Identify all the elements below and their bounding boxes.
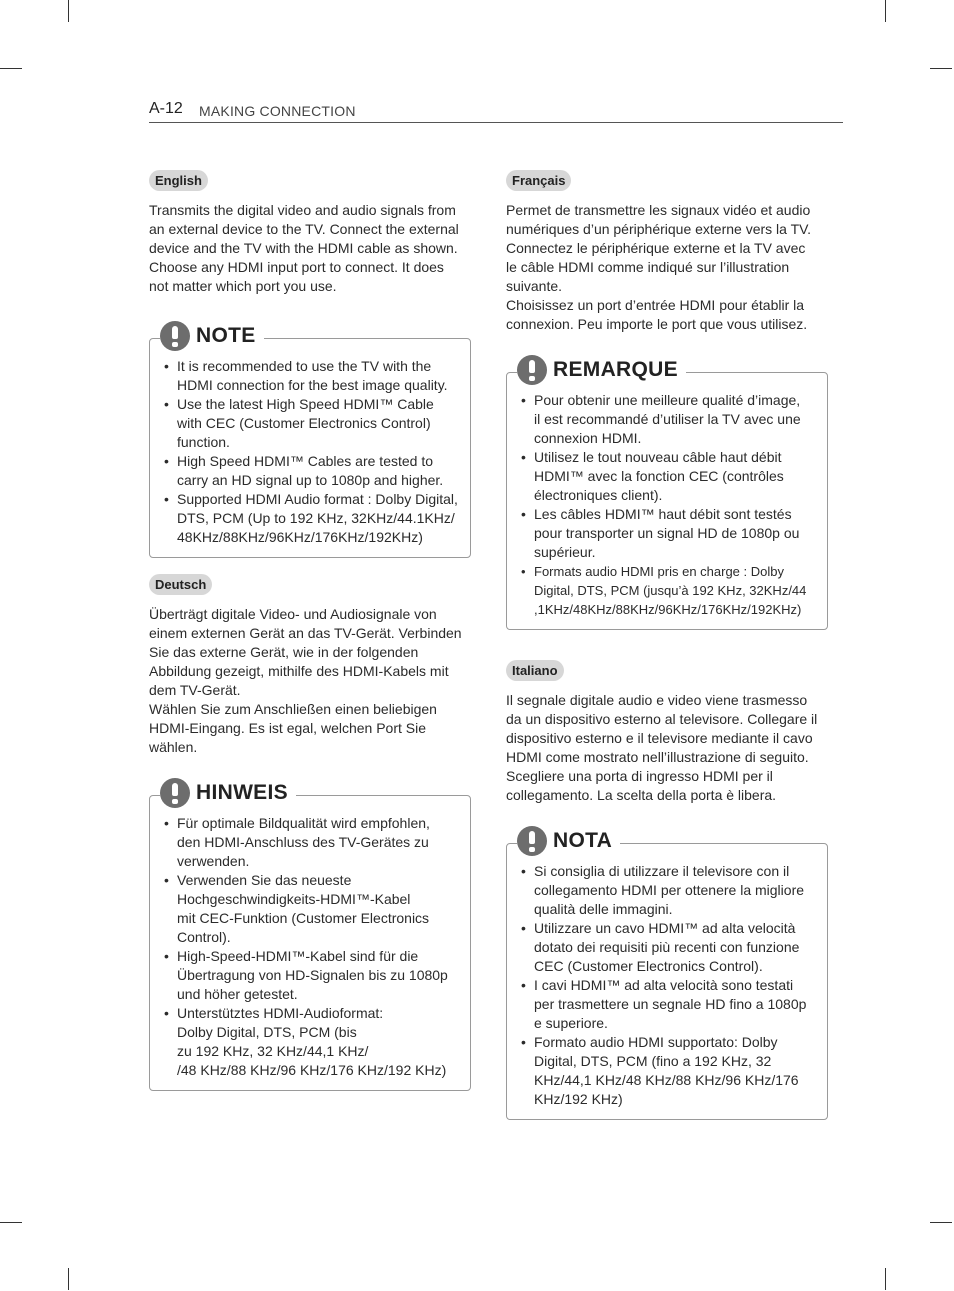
note-box <box>149 781 471 1091</box>
section-title: MAKING CONNECTION <box>199 103 356 119</box>
note-item: • Si consiglia di utilizzare il televisore con il collegamento HDMI per ottenere la migliore qualità delle immagini. <box>521 862 817 919</box>
note-box <box>149 324 471 558</box>
crop-mark <box>930 68 952 69</box>
language-label-english: English <box>149 170 208 191</box>
body-line: Choisissez un port d’entrée HDMI pour établir la <box>506 297 805 313</box>
crop-mark <box>0 68 22 69</box>
note-item: • Für optimale Bildqualität wird empfohlen, den HDMI-Anschluss des TV-Gerätes zu verwenden. <box>164 814 460 871</box>
note-header <box>160 778 296 808</box>
body-line: Überträgt digitale Video- und Audiosignale von <box>149 606 437 622</box>
note-header <box>517 826 620 856</box>
note-box <box>506 829 828 1120</box>
note-item: • Pour obtenir une meilleure qualité d’image, il est recommandé d’utiliser la TV avec une connexion HDMI. <box>521 391 817 448</box>
note-list <box>521 862 817 1109</box>
note-item: • High Speed HDMI™ Cables are tested to carry an HD signal up to 1080p and higher. <box>164 452 460 490</box>
body-line: da un dispositivo esterno al televisore. Collegare il <box>506 711 818 727</box>
note-item: • Formato audio HDMI supportato: Dolby Digital, DTS, PCM (fino a 192 KHz, 32 KHz/44,1 KHz/48 KHz/88 KHz/96 KHz/176 KHz/192 KHz) <box>521 1033 817 1109</box>
francais-section <box>506 170 828 630</box>
language-label-francais: Français <box>506 170 571 191</box>
note-item: • Utilisez le tout nouveau câble haut débit HDMI™ avec la fonction CEC (contrôles électroniques client). <box>521 448 817 505</box>
italiano-body <box>506 691 828 805</box>
body-line: einem externen Gerät an das TV-Gerät. Verbinden <box>149 625 462 641</box>
body-line: Permet de transmettre les signaux vidéo et audio <box>506 202 811 218</box>
note-item: • High-Speed-HDMI™-Kabel sind für die Übertragung von HD-Signalen bis zu 1080p und höher getestet. <box>164 947 460 1004</box>
note-title: NOTA <box>553 829 613 852</box>
exclamation-icon <box>160 321 190 351</box>
body-line: an external device to the TV. Connect the external <box>149 221 459 237</box>
body-line: HDMI come mostrato nell’illustrazione di seguito. <box>506 749 809 765</box>
note-item: • Formats audio HDMI pris en charge : Dolby Digital, DTS, PCM (jusqu’à 192 KHz, 32KHz/44 ,1KHz/48KHz/88KHz/96KHz/176KHz/192KHz) <box>521 562 817 619</box>
note-title: HINWEIS <box>196 781 288 804</box>
body-line: Il segnale digitale audio e video viene trasmesso <box>506 692 808 708</box>
body-line: Sie das externe Gerät, wie in der folgenden <box>149 644 419 660</box>
english-section <box>149 170 471 558</box>
english-body <box>149 201 471 296</box>
note-title: REMARQUE <box>553 358 678 381</box>
body-line: not matter which port you use. <box>149 278 337 294</box>
crop-mark <box>68 1268 69 1290</box>
body-line: numériques d’un périphérique externe vers la TV. <box>506 221 812 237</box>
page-number: A-12 <box>149 100 183 117</box>
body-line: le câble HDMI comme indiqué sur l’illustration <box>506 259 790 275</box>
exclamation-icon <box>160 778 190 808</box>
exclamation-icon <box>517 826 547 856</box>
note-item: • Utilizzare un cavo HDMI™ ad alta velocità dotato dei requisiti più recenti con funzione CEC (Customer Electronics Control). <box>521 919 817 976</box>
note-item: • Use the latest High Speed HDMI™ Cable with CEC (Customer Electronics Control) function. <box>164 395 460 452</box>
note-item: • Unterstütztes HDMI-Audioformat: Dolby Digital, DTS, PCM (bis zu 192 KHz, 32 KHz/44,1 KHz/ /48 KHz/88 KHz/96 KHz/176 KHz/192 KHz) <box>164 1004 460 1080</box>
note-item: • Supported HDMI Audio format : Dolby Digital, DTS, PCM (Up to 192 KHz, 32KHz/44.1KHz/ 48KHz/88KHz/96KHz/176KHz/192KHz) <box>164 490 460 547</box>
note-header <box>517 355 686 385</box>
note-item: • Les câbles HDMI™ haut débit sont testés pour transporter un signal HD de 1080p ou supérieur. <box>521 505 817 562</box>
crop-mark <box>0 1222 22 1223</box>
note-box <box>506 358 828 630</box>
exclamation-icon <box>517 355 547 385</box>
francais-body <box>506 201 828 334</box>
body-line: device and the TV with the HDMI cable as shown. <box>149 240 458 256</box>
body-line: Choose any HDMI input port to connect. It does <box>149 259 444 275</box>
note-item: • Verwenden Sie das neueste Hochgeschwindigkeits-HDMI™-Kabel mit CEC-Funktion (Customer Electronics Control). <box>164 871 460 947</box>
note-item: • I cavi HDMI™ ad alta velocità sono testati per trasmettere un segnale HD fino a 1080p e superiore. <box>521 976 817 1033</box>
body-line: Transmits the digital video and audio signals from <box>149 202 456 218</box>
body-line: Wählen Sie zum Anschließen einen beliebigen <box>149 701 437 717</box>
note-list <box>521 391 817 619</box>
crop-mark <box>68 0 69 22</box>
italiano-section <box>506 660 828 1120</box>
note-title: NOTE <box>196 324 256 347</box>
body-line: dispositivo esterno e il televisore mediante il cavo <box>506 730 813 746</box>
note-list <box>164 814 460 1080</box>
language-label-italiano: Italiano <box>506 660 564 681</box>
body-line: suivante. <box>506 278 563 294</box>
crop-mark <box>930 1222 952 1223</box>
deutsch-section <box>149 574 471 1091</box>
crop-mark <box>885 0 886 22</box>
body-line: Abbildung gezeigt, mithilfe des HDMI-Kabels mit <box>149 663 449 679</box>
note-list <box>164 357 460 547</box>
language-label-deutsch: Deutsch <box>149 574 212 595</box>
body-line: collegamento. La scelta della porta è libera. <box>506 787 777 803</box>
body-line: dem TV-Gerät. <box>149 682 241 698</box>
body-line: wählen. <box>149 739 198 755</box>
note-item: • It is recommended to use the TV with the HDMI connection for the best image quality. <box>164 357 460 395</box>
note-header <box>160 321 264 351</box>
body-line: Scegliere una porta di ingresso HDMI per il <box>506 768 773 784</box>
deutsch-body <box>149 605 471 757</box>
page-header <box>149 100 843 123</box>
crop-mark <box>885 1268 886 1290</box>
body-line: HDMI-Eingang. Es ist egal, welchen Port Sie <box>149 720 427 736</box>
body-line: Connectez le périphérique externe et la TV avec <box>506 240 806 256</box>
body-line: connexion. Peu importe le port que vous utilisez. <box>506 316 808 332</box>
